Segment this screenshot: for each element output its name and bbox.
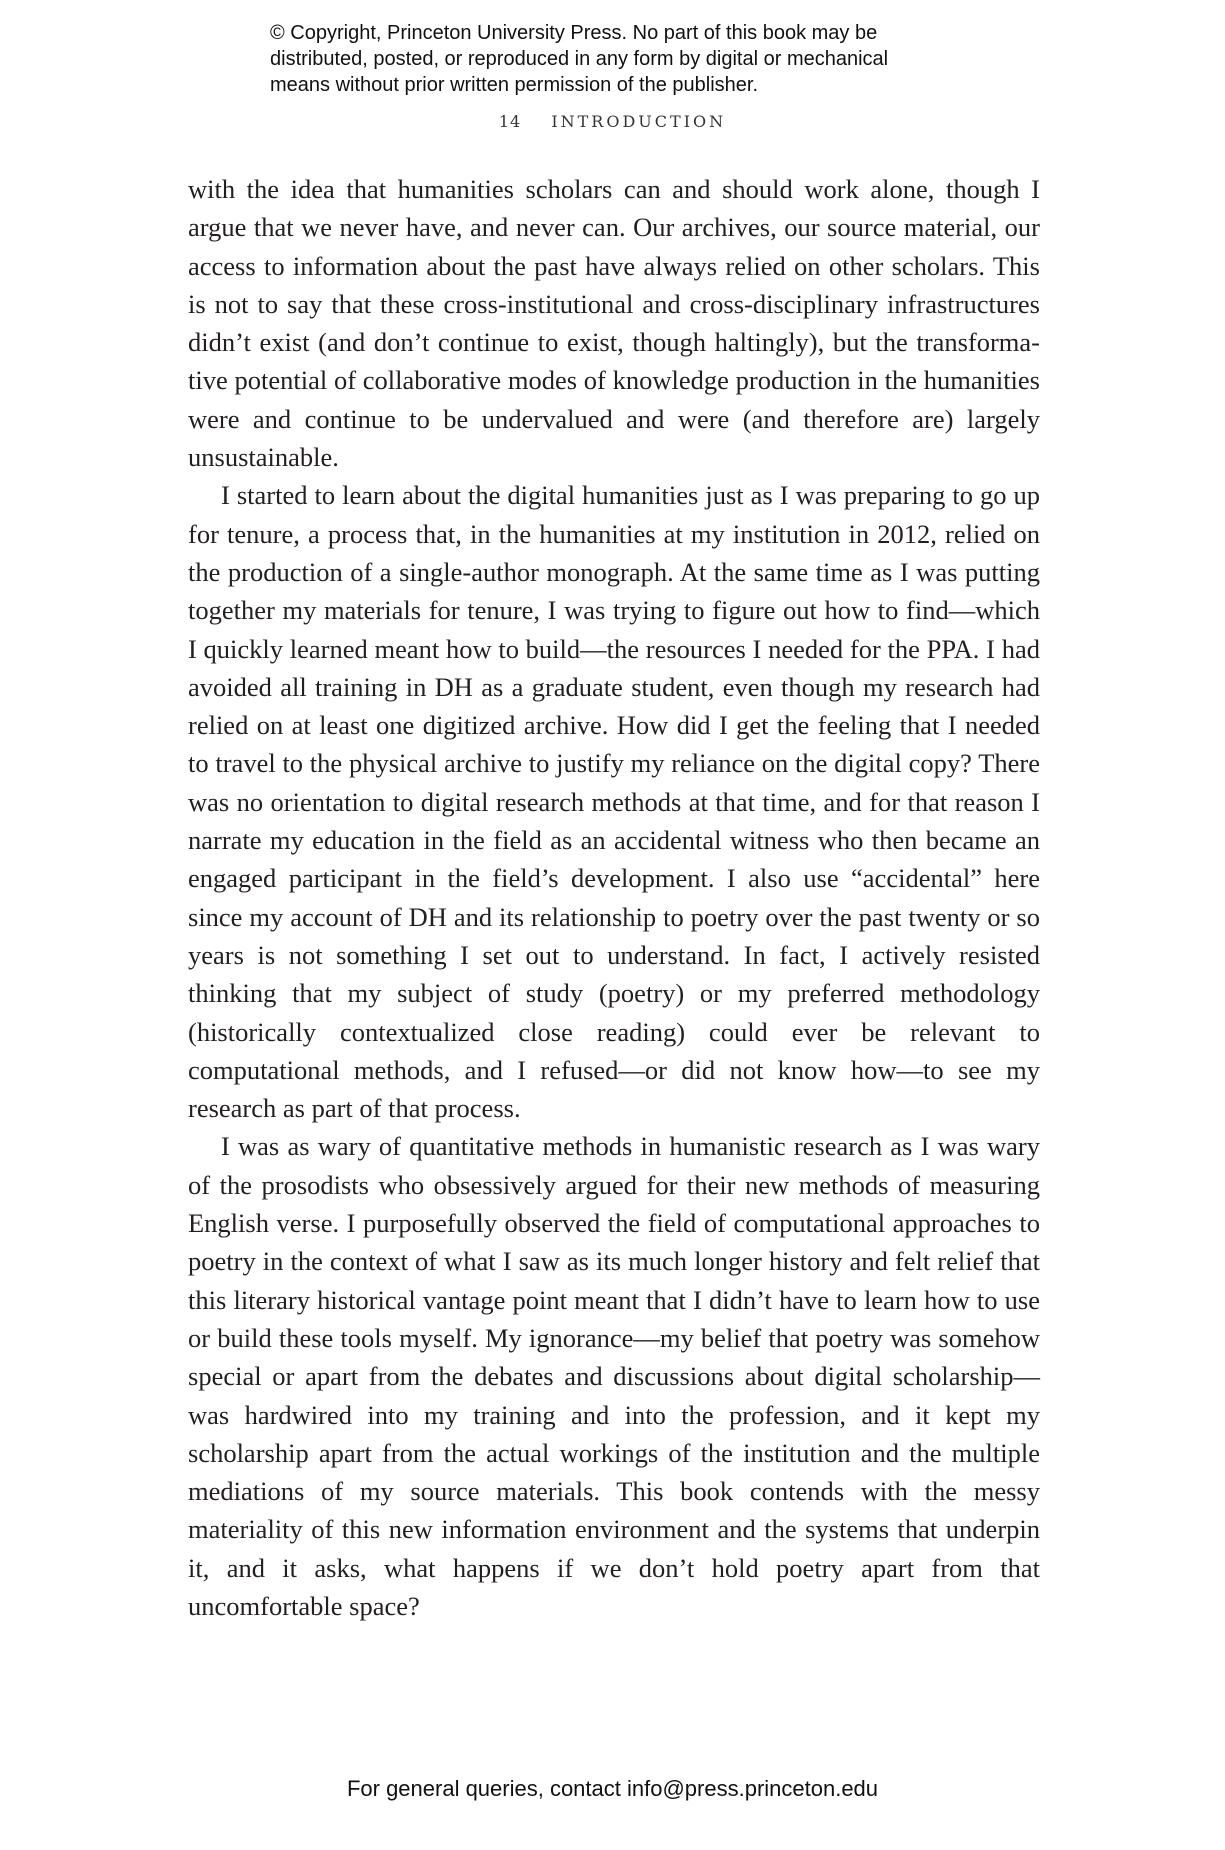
copyright-line-2: distributed, posted, or reproduced in any form by digital or mechanical (270, 48, 889, 70)
paragraph-2: I started to learn about the digital humanities just as I was preparing to go up for tenure, a process that, in the humanities at my institution in 2012, relied on the production of a single-author monograph. At the same time as I was putting together my materials for tenure, I was trying to figure out how to find—which I quickly learned meant how to build—the resources I needed for the PPA. I had avoided all training in DH as a graduate student, even though my research had relied on at least one digitized archive. How did I get the feeling that I needed to travel to the physical archive to justify my reliance on the digital copy? There was no orientation to digital research methods at that time, and for that reason I narrate my education in the field as an accidental witness who then became an engaged participant in the field’s development. I also use “accidental” here since my account of DH and its relationship to poetry over the past twenty or so years is not something I set out to understand. In fact, I actively resisted thinking that my subject of study (poetry) or my preferred methodology (historically contextualized close reading) could ever be relevant to computational methods, and I refused—or did not know how—to see my research as part of that process. (188, 480, 1040, 1124)
paragraph-1: with the idea that humanities scholars can and should work alone, though I argue that we never have, and never can. Our archives, our source material, our access to information about the past have always relied on other scholars. This is not to say that these cross-institutional and cross-disciplinary infrastructures didn’t exist (and don’t continue to exist, though haltingly), but the transformative potential of collaborative modes of knowledge production in the humanities were and continue to be undervalued and were (and therefore are) largely unsustainable. (188, 174, 1040, 473)
running-head (0, 112, 1225, 131)
paragraph-3: I was as wary of quantitative methods in humanistic research as I was wary of the prosodists who obsessively argued for their new methods of measuring English verse. I purposefully observed the field of computational approaches to poetry in the context of what I saw as its much longer history and felt relief that this literary historical vantage point meant that I didn’t have to learn how to use or build these tools myself. My ignorance—my belief that poetry was somehow special or apart from the debates and discussions about digital scholarship—was hardwired into my training and into the profession, and it kept my scholarship apart from the actual workings of the institution and the multiple mediations of my source materials. This book contends with the messy materiality of this new information environment and the systems that underpin it, and it asks, what happens if we don’t hold poetry apart from that uncomfortable space? (188, 1131, 1040, 1621)
copyright-line-3: means without prior written permission of the publisher. (270, 74, 759, 96)
page-number: 14 (498, 112, 522, 131)
footer-contact: For general queries, contact info@press.princeton.edu (346, 1776, 879, 1801)
body-text (188, 170, 1040, 1625)
section-title: INTRODUCTION (551, 112, 727, 131)
copyright-line-1: © Copyright, Princeton University Press. No part of this book may be (270, 22, 878, 44)
copyright-notice (270, 20, 970, 98)
